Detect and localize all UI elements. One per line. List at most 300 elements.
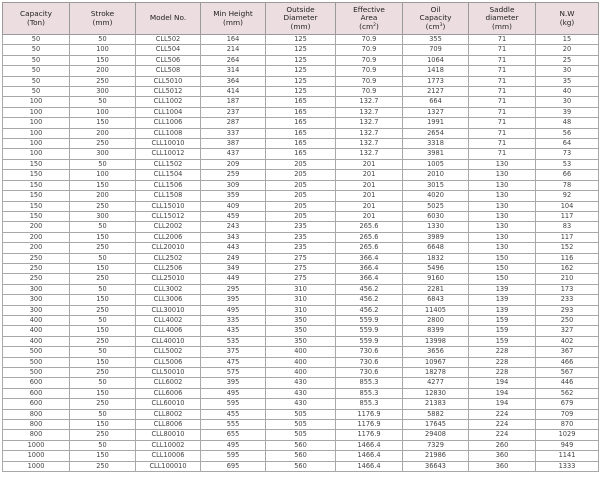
cell-saddle-diameter: 150 [469,253,536,263]
cell-oil-capacity: 1064 [403,55,469,65]
cell-model-no: CLL6002 [136,378,201,388]
cell-model-no: CLL8002 [136,409,201,419]
cell-net-weight: 1333 [536,461,599,471]
cell-net-weight: 56 [536,128,599,138]
cell-effective-area: 70.9 [336,35,403,45]
cell-saddle-diameter: 71 [469,76,536,86]
cell-effective-area: 730.6 [336,357,403,367]
cell-net-weight: 25 [536,55,599,65]
cell-effective-area: 132.7 [336,107,403,117]
cell-capacity: 100 [3,107,70,117]
cell-net-weight: 116 [536,253,599,263]
cell-model-no: CLL3002 [136,284,201,294]
cell-model-no: CLL100010 [136,461,201,471]
cell-outside-diameter: 400 [266,347,336,357]
cell-effective-area: 201 [336,191,403,201]
cell-stroke: 150 [70,326,136,336]
cell-stroke: 300 [70,149,136,159]
cell-min-height: 237 [201,107,266,117]
header-min-height-title: Min Height [213,9,253,19]
cell-effective-area: 456.2 [336,295,403,305]
cell-outside-diameter: 205 [266,180,336,190]
cell-capacity: 600 [3,399,70,409]
header-min-height [201,3,266,35]
cell-oil-capacity: 21383 [403,399,469,409]
table-row [3,315,599,325]
table-row [3,222,599,232]
header-area-title: Area [360,13,378,23]
cell-outside-diameter: 350 [266,326,336,336]
table-row [3,284,599,294]
cell-oil-capacity: 5496 [403,263,469,273]
cell-outside-diameter: 125 [266,66,336,76]
cell-outside-diameter: 505 [266,409,336,419]
cell-model-no: CLL1002 [136,97,201,107]
cell-min-height: 575 [201,368,266,378]
cell-saddle-diameter: 130 [469,211,536,221]
cell-saddle-diameter: 360 [469,451,536,461]
cell-model-no: CLL1008 [136,128,201,138]
cell-net-weight: 1141 [536,451,599,461]
cell-outside-diameter: 505 [266,430,336,440]
cell-net-weight: 78 [536,180,599,190]
cell-model-no: CLL506 [136,55,201,65]
cell-stroke: 250 [70,274,136,284]
cell-stroke: 250 [70,399,136,409]
cell-stroke: 250 [70,368,136,378]
cell-model-no: CLL2502 [136,253,201,263]
cell-min-height: 243 [201,222,266,232]
cell-effective-area: 855.3 [336,399,403,409]
cell-min-height: 449 [201,274,266,284]
cell-outside-diameter: 205 [266,159,336,169]
cell-capacity: 150 [3,201,70,211]
cell-min-height: 655 [201,430,266,440]
cell-min-height: 187 [201,97,266,107]
cell-model-no: CLL3006 [136,295,201,305]
cell-model-no: CLL1004 [136,107,201,117]
cell-model-no: CLL508 [136,66,201,76]
cell-capacity: 150 [3,180,70,190]
cell-saddle-diameter: 228 [469,368,536,378]
cell-oil-capacity: 8399 [403,326,469,336]
cell-saddle-diameter: 360 [469,461,536,471]
cell-net-weight: 870 [536,420,599,430]
cell-outside-diameter: 350 [266,315,336,325]
cell-net-weight: 679 [536,399,599,409]
header-effective-title: Effective [353,4,385,14]
cell-model-no: CLL6006 [136,388,201,398]
cell-saddle-diameter: 228 [469,357,536,367]
cell-saddle-diameter: 139 [469,305,536,315]
cell-outside-diameter: 275 [266,253,336,263]
cell-net-weight: 402 [536,336,599,346]
cell-net-weight: 117 [536,232,599,242]
cell-net-weight: 73 [536,149,599,159]
cell-effective-area: 265.6 [336,232,403,242]
cell-oil-capacity: 3015 [403,180,469,190]
cell-capacity: 500 [3,347,70,357]
header-saddle-title: Saddle [489,4,515,14]
cell-saddle-diameter: 159 [469,326,536,336]
cell-net-weight: 20 [536,45,599,55]
cell-model-no: CLL1506 [136,180,201,190]
cell-stroke: 250 [70,139,136,149]
cell-outside-diameter: 165 [266,118,336,128]
cell-model-no: CLL4006 [136,326,201,336]
cell-capacity: 150 [3,211,70,221]
cell-min-height: 314 [201,66,266,76]
cell-outside-diameter: 310 [266,305,336,315]
cell-net-weight: 327 [536,326,599,336]
cell-outside-diameter: 125 [266,55,336,65]
cell-effective-area: 201 [336,201,403,211]
cell-effective-area: 855.3 [336,378,403,388]
cell-model-no: CLL5010 [136,76,201,86]
cell-effective-area: 366.4 [336,263,403,273]
cell-min-height: 695 [201,461,266,471]
cell-min-height: 535 [201,336,266,346]
cell-model-no: CLL5006 [136,357,201,367]
cell-saddle-diameter: 130 [469,201,536,211]
cell-outside-diameter: 205 [266,170,336,180]
cell-saddle-diameter: 260 [469,440,536,450]
cell-capacity: 500 [3,368,70,378]
cell-effective-area: 1176.9 [336,420,403,430]
cell-effective-area: 1176.9 [336,430,403,440]
table-row [3,211,599,221]
cell-capacity: 800 [3,409,70,419]
cell-net-weight: 466 [536,357,599,367]
table-row [3,87,599,97]
cell-outside-diameter: 400 [266,368,336,378]
cell-oil-capacity: 18278 [403,368,469,378]
cell-net-weight: 35 [536,76,599,86]
header-capacity-unit: (Ton) [27,17,45,27]
cell-saddle-diameter: 139 [469,284,536,294]
table-row [3,55,599,65]
cell-stroke: 50 [70,159,136,169]
cell-min-height: 364 [201,76,266,86]
cell-oil-capacity: 1418 [403,66,469,76]
cell-outside-diameter: 165 [266,149,336,159]
header-effective-area [336,3,403,35]
cell-capacity: 150 [3,170,70,180]
cell-oil-capacity: 4277 [403,378,469,388]
cell-oil-capacity: 1330 [403,222,469,232]
cell-capacity: 50 [3,76,70,86]
cell-min-height: 287 [201,118,266,128]
header-saddle-diameter [469,3,536,35]
cell-model-no: CLL5002 [136,347,201,357]
cell-min-height: 259 [201,170,266,180]
cell-saddle-diameter: 71 [469,118,536,128]
cell-capacity: 100 [3,128,70,138]
cell-oil-capacity: 6843 [403,295,469,305]
cell-saddle-diameter: 130 [469,222,536,232]
cell-stroke: 150 [70,263,136,273]
cell-stroke: 200 [70,66,136,76]
cell-oil-capacity: 36643 [403,461,469,471]
cell-net-weight: 64 [536,139,599,149]
cell-outside-diameter: 165 [266,128,336,138]
cell-stroke: 50 [70,35,136,45]
cell-effective-area: 265.6 [336,222,403,232]
cell-effective-area: 201 [336,159,403,169]
header-oil-title: Oil [430,4,441,14]
cell-min-height: 495 [201,440,266,450]
cell-stroke: 50 [70,409,136,419]
cell-min-height: 455 [201,409,266,419]
cell-capacity: 250 [3,274,70,284]
cell-model-no: CLL1508 [136,191,201,201]
cell-net-weight: 367 [536,347,599,357]
header-area-unit-close: ) [375,21,379,31]
cell-model-no: CLL2002 [136,222,201,232]
cell-capacity: 100 [3,139,70,149]
cell-outside-diameter: 125 [266,35,336,45]
header-outside-diameter-unit: (mm) [290,21,311,31]
cell-stroke: 50 [70,97,136,107]
cell-effective-area: 366.4 [336,253,403,263]
cell-effective-area: 201 [336,180,403,190]
cell-stroke: 150 [70,451,136,461]
cell-model-no: CLL15012 [136,211,201,221]
cell-stroke: 150 [70,420,136,430]
cell-model-no: CLL502 [136,35,201,45]
cell-stroke: 150 [70,118,136,128]
cell-saddle-diameter: 71 [469,55,536,65]
cell-net-weight: 83 [536,222,599,232]
cell-capacity: 200 [3,232,70,242]
table-row [3,191,599,201]
cell-effective-area: 70.9 [336,45,403,55]
table-row [3,139,599,149]
cell-min-height: 495 [201,305,266,315]
cell-net-weight: 233 [536,295,599,305]
cell-net-weight: 30 [536,66,599,76]
cell-capacity: 150 [3,159,70,169]
cell-model-no: CLL2506 [136,263,201,273]
cell-min-height: 335 [201,315,266,325]
cell-saddle-diameter: 224 [469,430,536,440]
cell-net-weight: 66 [536,170,599,180]
cell-outside-diameter: 310 [266,295,336,305]
table-row [3,420,599,430]
cell-stroke: 100 [70,45,136,55]
cell-stroke: 150 [70,388,136,398]
cell-saddle-diameter: 130 [469,159,536,169]
cell-saddle-diameter: 71 [469,87,536,97]
table-row [3,159,599,169]
cell-stroke: 50 [70,315,136,325]
cell-capacity: 100 [3,149,70,159]
table-row [3,440,599,450]
cell-oil-capacity: 709 [403,45,469,55]
cell-capacity: 600 [3,388,70,398]
cell-model-no: CLL1502 [136,159,201,169]
cell-capacity: 150 [3,191,70,201]
cell-stroke: 200 [70,128,136,138]
table-row [3,253,599,263]
cell-oil-capacity: 12830 [403,388,469,398]
cell-capacity: 400 [3,336,70,346]
cell-min-height: 214 [201,45,266,55]
cell-min-height: 264 [201,55,266,65]
cell-outside-diameter: 430 [266,399,336,409]
cell-capacity: 50 [3,45,70,55]
cell-stroke: 150 [70,357,136,367]
table-row [3,347,599,357]
cell-stroke: 150 [70,55,136,65]
cell-oil-capacity: 13998 [403,336,469,346]
cell-min-height: 555 [201,420,266,430]
header-model-no [136,3,201,35]
header-diameter-title: Diameter [283,13,318,23]
cell-saddle-diameter: 194 [469,399,536,409]
cell-effective-area: 559.9 [336,336,403,346]
table-row [3,305,599,315]
cell-stroke: 250 [70,243,136,253]
cell-model-no: CLL30010 [136,305,201,315]
cell-capacity: 200 [3,222,70,232]
cell-net-weight: 949 [536,440,599,450]
header-net-weight [536,3,599,35]
cell-oil-capacity: 5025 [403,201,469,211]
cell-min-height: 414 [201,87,266,97]
cell-net-weight: 152 [536,243,599,253]
cell-oil-capacity: 1832 [403,253,469,263]
cell-net-weight: 446 [536,378,599,388]
cell-saddle-diameter: 150 [469,274,536,284]
cell-stroke: 50 [70,253,136,263]
header-oil-capacity [403,3,469,35]
cell-stroke: 150 [70,232,136,242]
cell-saddle-diameter: 130 [469,191,536,201]
cell-capacity: 1000 [3,461,70,471]
cell-min-height: 343 [201,232,266,242]
cell-capacity: 250 [3,263,70,273]
cell-saddle-diameter: 71 [469,149,536,159]
cell-min-height: 409 [201,201,266,211]
cell-saddle-diameter: 159 [469,336,536,346]
cell-saddle-diameter: 224 [469,420,536,430]
cell-outside-diameter: 205 [266,191,336,201]
cell-oil-capacity: 10967 [403,357,469,367]
cell-net-weight: 293 [536,305,599,315]
table-row [3,201,599,211]
cell-oil-capacity: 5882 [403,409,469,419]
table-row [3,274,599,284]
cell-oil-capacity: 6648 [403,243,469,253]
cell-outside-diameter: 165 [266,139,336,149]
header-capacity-title: Capacity [20,9,52,19]
cell-effective-area: 265.6 [336,243,403,253]
cell-saddle-diameter: 71 [469,66,536,76]
table-row [3,378,599,388]
table-row [3,107,599,117]
cell-capacity: 300 [3,284,70,294]
table-row [3,243,599,253]
cell-effective-area: 132.7 [336,97,403,107]
cell-min-height: 437 [201,149,266,159]
cell-saddle-diameter: 194 [469,378,536,388]
header-row [3,3,599,35]
cell-saddle-diameter: 71 [469,107,536,117]
cell-stroke: 50 [70,378,136,388]
cell-min-height: 595 [201,399,266,409]
cell-min-height: 395 [201,378,266,388]
table-row [3,170,599,180]
cell-outside-diameter: 560 [266,451,336,461]
cell-net-weight: 173 [536,284,599,294]
cell-stroke: 250 [70,305,136,315]
cell-oil-capacity: 3656 [403,347,469,357]
cell-saddle-diameter: 71 [469,128,536,138]
cell-capacity: 800 [3,420,70,430]
cell-saddle-diameter: 130 [469,180,536,190]
cell-saddle-diameter: 130 [469,232,536,242]
header-capacity-title-2: Capacity [419,13,452,23]
header-model-title: Model No. [149,13,187,23]
cell-net-weight: 709 [536,409,599,419]
cell-oil-capacity: 1991 [403,118,469,128]
cell-capacity: 1000 [3,440,70,450]
header-nw-title: N.W [559,9,575,19]
table-row [3,118,599,128]
cell-min-height: 349 [201,263,266,273]
cell-oil-capacity: 1773 [403,76,469,86]
table-row [3,232,599,242]
cell-capacity: 50 [3,66,70,76]
cell-effective-area: 70.9 [336,55,403,65]
cell-saddle-diameter: 139 [469,295,536,305]
cell-effective-area: 70.9 [336,76,403,86]
cell-effective-area: 366.4 [336,274,403,284]
cell-outside-diameter: 125 [266,76,336,86]
cell-effective-area: 70.9 [336,87,403,97]
cell-effective-area: 132.7 [336,139,403,149]
cell-saddle-diameter: 130 [469,243,536,253]
cell-model-no: CLL20010 [136,243,201,253]
cell-saddle-diameter: 71 [469,45,536,55]
cell-capacity: 400 [3,326,70,336]
cell-capacity: 300 [3,305,70,315]
cell-stroke: 250 [70,201,136,211]
cell-min-height: 595 [201,451,266,461]
header-saddle-unit: (mm) [492,21,512,31]
table-row [3,399,599,409]
cell-min-height: 164 [201,35,266,45]
cell-capacity: 200 [3,243,70,253]
cell-effective-area: 201 [336,211,403,221]
cell-model-no: CLL10002 [136,440,201,450]
cell-net-weight: 48 [536,118,599,128]
cell-oil-capacity: 9160 [403,274,469,284]
cell-saddle-diameter: 71 [469,35,536,45]
cell-oil-capacity: 1327 [403,107,469,117]
cell-saddle-diameter: 228 [469,347,536,357]
cell-net-weight: 162 [536,263,599,273]
cell-outside-diameter: 275 [266,263,336,273]
cell-capacity: 400 [3,315,70,325]
header-stroke-title: Stroke [90,9,115,19]
table-row [3,451,599,461]
cell-effective-area: 559.9 [336,315,403,325]
cell-net-weight: 250 [536,315,599,325]
cell-model-no: CLL1006 [136,118,201,128]
cell-capacity: 50 [3,35,70,45]
